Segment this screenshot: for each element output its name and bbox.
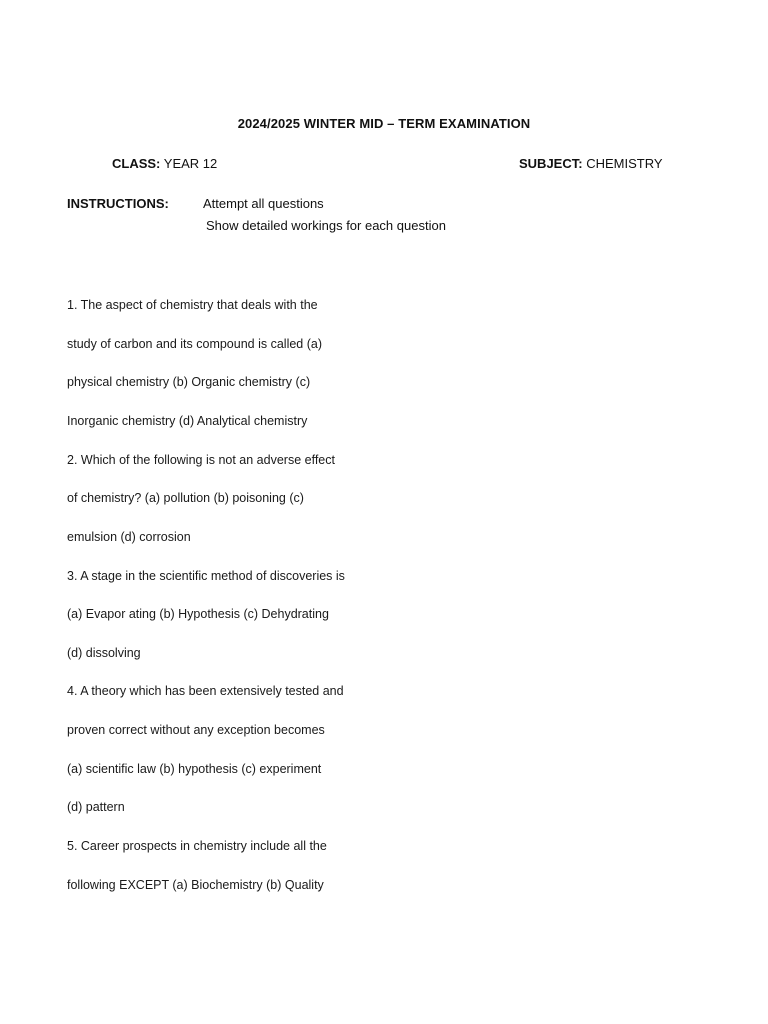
class-value: YEAR 12 [163,156,218,171]
question-line: proven correct without any exception becomes [67,723,325,737]
instruction-item: Attempt all questions [203,196,324,211]
subject-value: CHEMISTRY [586,156,663,171]
instructions-label: INSTRUCTIONS: [67,196,169,211]
question-line: 1. The aspect of chemistry that deals with the [67,298,318,312]
question-line: 5. Career prospects in chemistry include all the [67,839,327,853]
question-line: emulsion (d) corrosion [67,530,191,544]
question-line: (d) pattern [67,800,125,814]
question-line: 4. A theory which has been extensively tested and [67,684,344,698]
question-line: study of carbon and its compound is called (a) [67,337,322,351]
class-label: CLASS: [112,156,161,171]
subject-label: SUBJECT: [519,156,583,171]
question-line: following EXCEPT (a) Biochemistry (b) Quality [67,878,324,892]
question-line: physical chemistry (b) Organic chemistry (c) [67,375,311,389]
question-line: 2. Which of the following is not an adverse effect [67,453,335,467]
question-line: (a) scientific law (b) hypothesis (c) experiment [67,762,322,776]
question-line: (d) dissolving [67,646,141,660]
question-line: 3. A stage in the scientific method of discoveries is [67,569,345,583]
question-line: Inorganic chemistry (d) Analytical chemistry [67,414,308,428]
question-line: (a) Evapor ating (b) Hypothesis (c) Dehydrating [67,607,329,621]
subject-line [519,156,663,171]
instruction-item: Show detailed workings for each question [206,218,446,233]
question-line: of chemistry? (a) pollution (b) poisoning (c) [67,491,304,505]
class-line [112,156,217,171]
exam-title: 2024/2025 WINTER MID – TERM EXAMINATION [237,116,531,131]
